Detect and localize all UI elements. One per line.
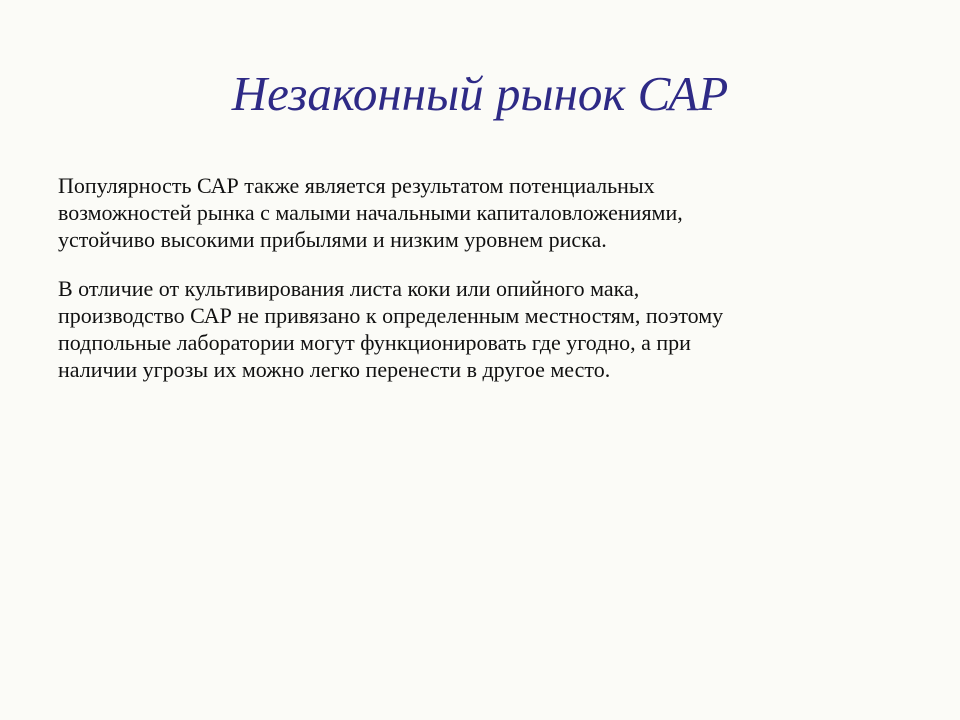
paragraph-line: Популярность САР также является результатом потенциальных — [58, 173, 655, 198]
paragraph-line: В отличие от культивирования листа коки или опийного мака, — [58, 276, 640, 301]
slide-title: Незаконный рынок САР — [231, 66, 729, 121]
paragraph-line: подпольные лаборатории могут функционировать где угодно, а при — [58, 330, 691, 355]
slide-body — [58, 172, 908, 405]
paragraph-production — [58, 275, 908, 383]
paragraph-line: возможностей рынка с малыми начальными капиталовложениями, — [58, 200, 683, 225]
paragraph-line: устойчиво высокими прибылями и низким уровнем риска. — [58, 227, 607, 252]
paragraph-line: наличии угрозы их можно легко перенести в другое место. — [58, 357, 611, 382]
paragraph-popularity — [58, 172, 908, 253]
paragraph-line: производство САР не привязано к определенным местностям, поэтому — [58, 303, 724, 328]
